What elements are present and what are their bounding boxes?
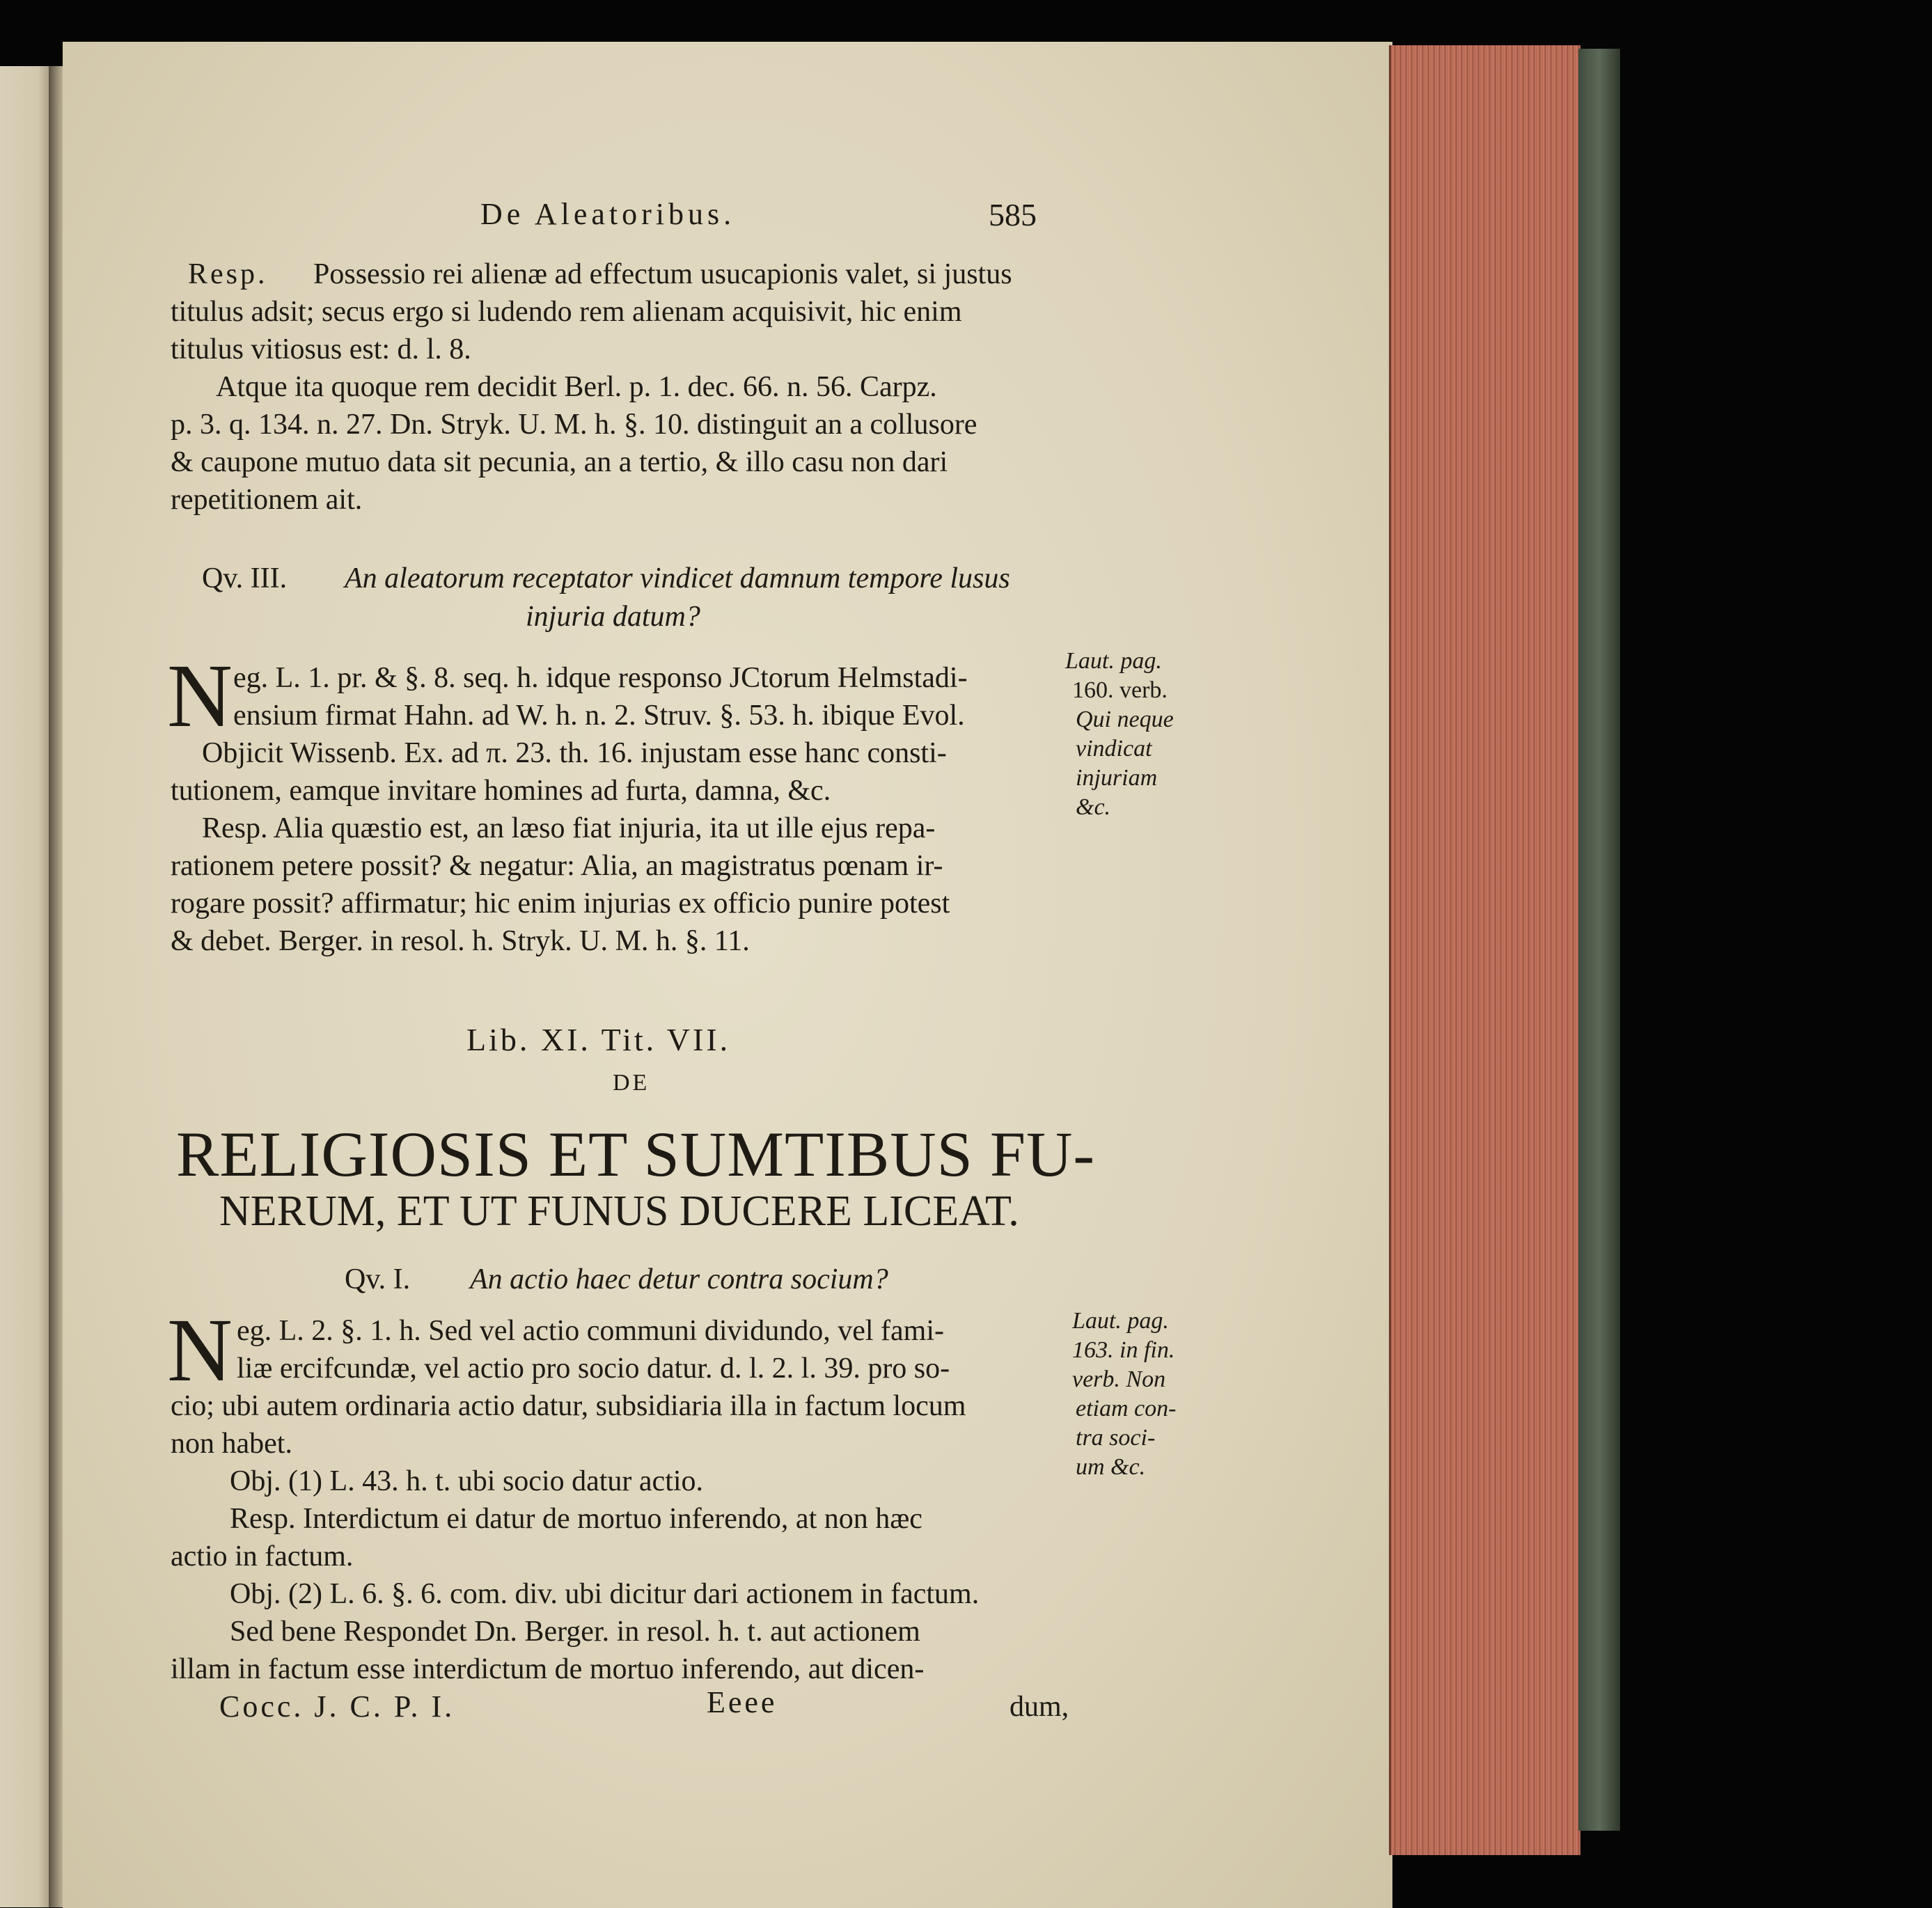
text-line: p. 3. q. 134. n. 27. Dn. Stryk. U. M. h. §. 10. distinguit an a collusore [171,409,977,441]
text-line: repetitionem ait. [171,484,363,516]
resp-label: Resp. [188,258,268,290]
text-line: titulus adsit; secus ergo si ludendo rem alienam acquisivit, hic enim [171,296,962,328]
margin-note: 163. in fin. [1072,1337,1175,1363]
question-label: Qv. III. [202,562,288,594]
signature-mark: Cocc. J. C. P. I. [219,1689,455,1724]
text-line: Objicit Wissenb. Ex. ad π. 23. th. 16. injustam esse hanc consti- [202,737,947,769]
drop-cap: N [167,646,233,746]
text-line: ensium firmat Hahn. ad W. h. n. 2. Struv. §. 53. h. ibique Evol. [233,700,965,732]
book-page [63,42,1392,1908]
page-edges [1389,45,1580,1855]
text-line: non habet. [171,1428,292,1460]
catchword: dum, [1010,1691,1069,1723]
margin-note: Laut. pag. [1065,648,1162,674]
margin-note: etiam con- [1076,1396,1177,1421]
text-line: & debet. Berger. in resol. h. Stryk. U. M. h. §. 11. [171,925,750,957]
text-line: Obj. (1) L. 43. h. t. ubi socio datur actio. [230,1465,704,1497]
text-line: eg. L. 1. pr. & §. 8. seq. h. idque responso JCtorum Helmstadi- [233,662,968,694]
text-line: eg. L. 2. §. 1. h. Sed vel actio communi dividundo, vel fami- [237,1315,944,1347]
drop-cap: N [167,1300,233,1401]
book-cover [1578,49,1620,1831]
text-line: & caupone mutuo data sit pecunia, an a tertio, & illo casu non dari [171,446,948,478]
question-label: Qv. I. [345,1263,411,1295]
margin-note: tra soci- [1076,1425,1156,1451]
text-line: rogare possit? affirmatur; hic enim injurias ex officio punire potest [171,888,950,920]
text-line: rationem petere possit? & negatur: Alia, an magistratus pœnam ir- [171,850,943,882]
text-line: Sed bene Respondet Dn. Berger. in resol. h. t. aut actionem [230,1616,920,1648]
text-line: Possessio rei alienæ ad effectum usucapionis valet, si justus [313,258,1012,290]
main-title-line2: NERUM, ET UT FUNUS DUCERE LICEAT. [219,1188,1019,1235]
text-line: Resp. Interdictum ei datur de mortuo inferendo, at non hæc [230,1503,922,1535]
question-text: injuria datum? [526,601,700,633]
text-line: Obj. (2) L. 6. §. 6. com. div. ubi dicitur dari actionem in factum. [230,1578,980,1610]
margin-note: 160. verb. [1072,677,1168,703]
question-text: An aleatorum receptator vindicet damnum tempore lusus [345,562,1010,594]
main-title-line1: RELIGIOSIS ET SUMTIBUS FU- [176,1119,1096,1190]
text-line: tutionem, eamque invitare homines ad furta, damna, &c. [171,775,831,807]
question-text: An actio haec detur contra socium? [470,1263,888,1295]
title-de: DE [613,1070,650,1096]
margin-note: um &c. [1076,1454,1146,1480]
lib-tit-heading: Lib. XI. Tit. VII. [466,1022,731,1057]
margin-note: Qui neque [1076,707,1174,732]
margin-note: injuriam [1076,765,1158,791]
page-number: 585 [989,197,1037,232]
sheet-mark: Eeee [707,1685,778,1719]
text-line: liæ ercifcundæ, vel actio pro socio datur. d. l. 2. l. 39. pro so- [237,1353,950,1385]
margin-note: verb. Non [1072,1366,1166,1392]
text-line: cio; ubi autem ordinaria actio datur, subsidiaria illa in factum locum [171,1390,966,1422]
margin-note: vindicat [1076,736,1152,762]
text-line: illam in factum esse interdictum de mortuo inferendo, aut dicen- [171,1653,925,1685]
text-line: titulus vitiosus est: d. l. 8. [171,333,471,365]
margin-note: Laut. pag. [1072,1308,1169,1334]
text-line: Resp. Alia quæstio est, an læso fiat injuria, ita ut ille ejus repa- [202,812,936,844]
text-line: Atque ita quoque rem decidit Berl. p. 1. dec. 66. n. 56. Carpz. [216,371,937,403]
text-line: actio in factum. [171,1540,354,1572]
book-gutter [49,66,64,1907]
left-page-edge [0,66,54,1907]
running-header: De Aleatoribus. [480,197,736,231]
margin-note: &c. [1076,794,1111,820]
